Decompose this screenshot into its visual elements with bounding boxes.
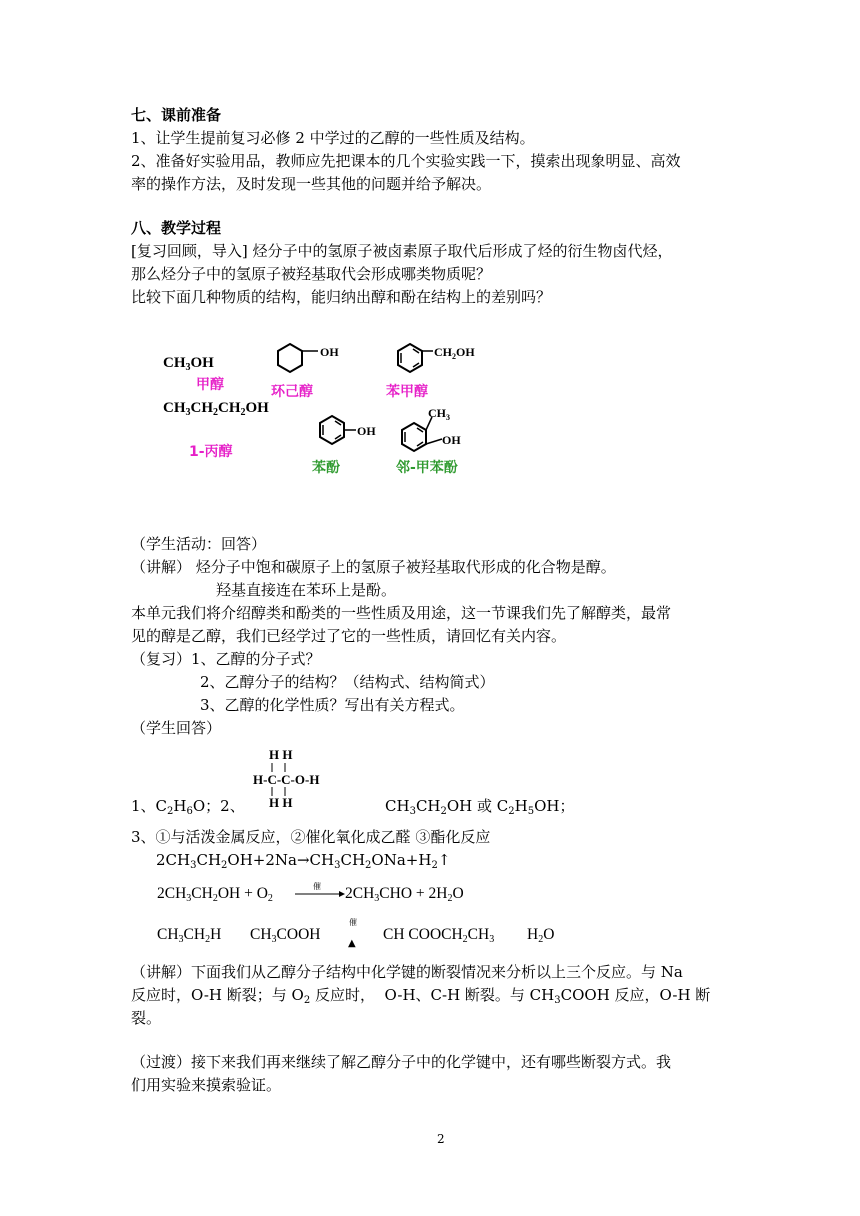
methanol-formula: $CH_3OH$ [163,355,214,373]
review-1: （复习）1、乙醇的分子式？ [131,650,321,668]
student-answer: （学生回答） [131,719,222,737]
cyclohexanol-name: 环己醇 [271,384,313,400]
propanol-name: 1-丙醇 [189,444,233,460]
benzyl-alcohol-ring [398,344,475,372]
struct-main-chain: H-C-C-O-H [253,772,320,787]
lecture-2b: 反应时，O-H 断裂；与 $O_2$ 反应时， O-H、C-H 断裂。与 $CH_3COOH$ 反应，O-H 断 [131,986,711,1006]
equation-ester-a: $CH_3CH_2H$ [157,926,222,945]
review-2: 2、乙醇分子的结构？（结构式、结构简式） [200,673,495,691]
sec7-paragraph-2b: 率的操作方法，及时发现一些其他的问题并给予解决。 [131,175,492,193]
cresol-name: 邻-甲苯酚 [396,460,458,476]
review-3: 3、乙醇的化学性质？写出有关方程式。 [200,696,465,714]
answer-1: 1、$C_2H_6O$；2、 [131,797,245,817]
equation-ester-c: CH $COOCH_2CH_3$ [383,926,495,945]
cyclohexanol-oh: OH [320,345,339,359]
svg-text:催: 催 [313,882,321,891]
equation-sodium: $2CH_3CH_2OH+2Na\to CH_3CH_2ONa+H_2↑$ [156,851,451,871]
equation-ester-b: $CH_3COOH$ [250,926,321,945]
cyclohexanol-ring [278,344,339,372]
phenol-ring [320,416,376,444]
lecture-1a: （讲解） 烃分子中饱和碳原子上的氢原子被羟基取代形成的化合物是醇。 [131,558,616,576]
sec8-compare: 比较下面几种物质的结构，能归纳出醇和酚在结构上的差别吗？ [131,288,552,306]
cresol-oh: OH [442,433,461,447]
lecture-2a: （讲解）下面我们从乙醇分子结构中化学键的断裂情况来分析以上三个反应。与 Na [131,963,683,981]
benzyl-alcohol-name: 苯甲醇 [386,384,428,400]
phenol-oh: OH [357,424,376,438]
struct-bottom-h: H H [269,795,293,810]
student-activity: （学生活动：回答） [131,535,267,553]
page-number: 2 [437,1132,445,1146]
phenol-name: 苯酚 [312,460,340,476]
section-8-title: 八、教学过程 [131,219,222,237]
cresol-ch3: $CH_3$ [428,406,450,422]
transition-b: 们用实验来摸索验证。 [131,1076,282,1094]
lecture-2c: 裂。 [131,1009,162,1027]
sec7-paragraph-1: 1、让学生提前复习必修 2 中学过的乙醇的一些性质及结构。 [131,129,535,147]
arrow-up-icon: ▲ [348,938,356,949]
equation-oxidation-left: $2CH_3CH_2OH + O_2$ [157,885,273,904]
equation-ester-d: $H_2O$ [527,926,555,945]
propanol-formula: $CH_3CH_2CH_2OH$ [163,400,269,418]
unit-intro-b: 见的醇是乙醇，我们已经学过了它的一些性质，请回忆有关内容。 [131,627,567,645]
sec8-intro-b: 那么烃分子中的氢原子被羟基取代会形成哪类物质呢？ [131,265,492,283]
answer-3: 3、①与活泼金属反应，②催化氧化成乙醛 ③酯化反应 [131,828,491,846]
struct-top-h: H H [269,747,293,762]
struct-bond-lines [268,760,298,800]
section-7-title: 七、课前准备 [131,106,222,124]
catalyst-arrow-oxidation [293,880,345,902]
ethanol-simple-formula: $CH_3CH_2OH$ 或 $C_2H_5OH$； [385,797,575,817]
cresol-ring [402,406,461,451]
sec7-paragraph-2a: 2、准备好实验用品，教师应先把课本的几个实验实践一下，摸索出现象明显、高效 [131,152,681,170]
benzyl-group: $CH_2OH$ [434,345,475,361]
catalyst-mark-ester: 催 [349,918,357,927]
equation-oxidation-right: $2CH_3CHO + 2H_2O$ [345,885,464,904]
lecture-1b: 羟基直接连在苯环上是酚。 [216,581,397,599]
sec8-intro-a: [复习回顾，导入] 烃分子中的氢原子被卤素原子取代后形成了烃的衍生物卤代烃， [131,242,673,260]
transition-a: （过渡）接下来我们再来继续了解乙醇分子中的化学键中，还有哪些断裂方式。我 [131,1053,672,1071]
methanol-name: 甲醇 [196,377,224,393]
unit-intro-a: 本单元我们将介绍醇类和酚类的一些性质及用途，这一节课我们先了解醇类，最常 [131,604,672,622]
